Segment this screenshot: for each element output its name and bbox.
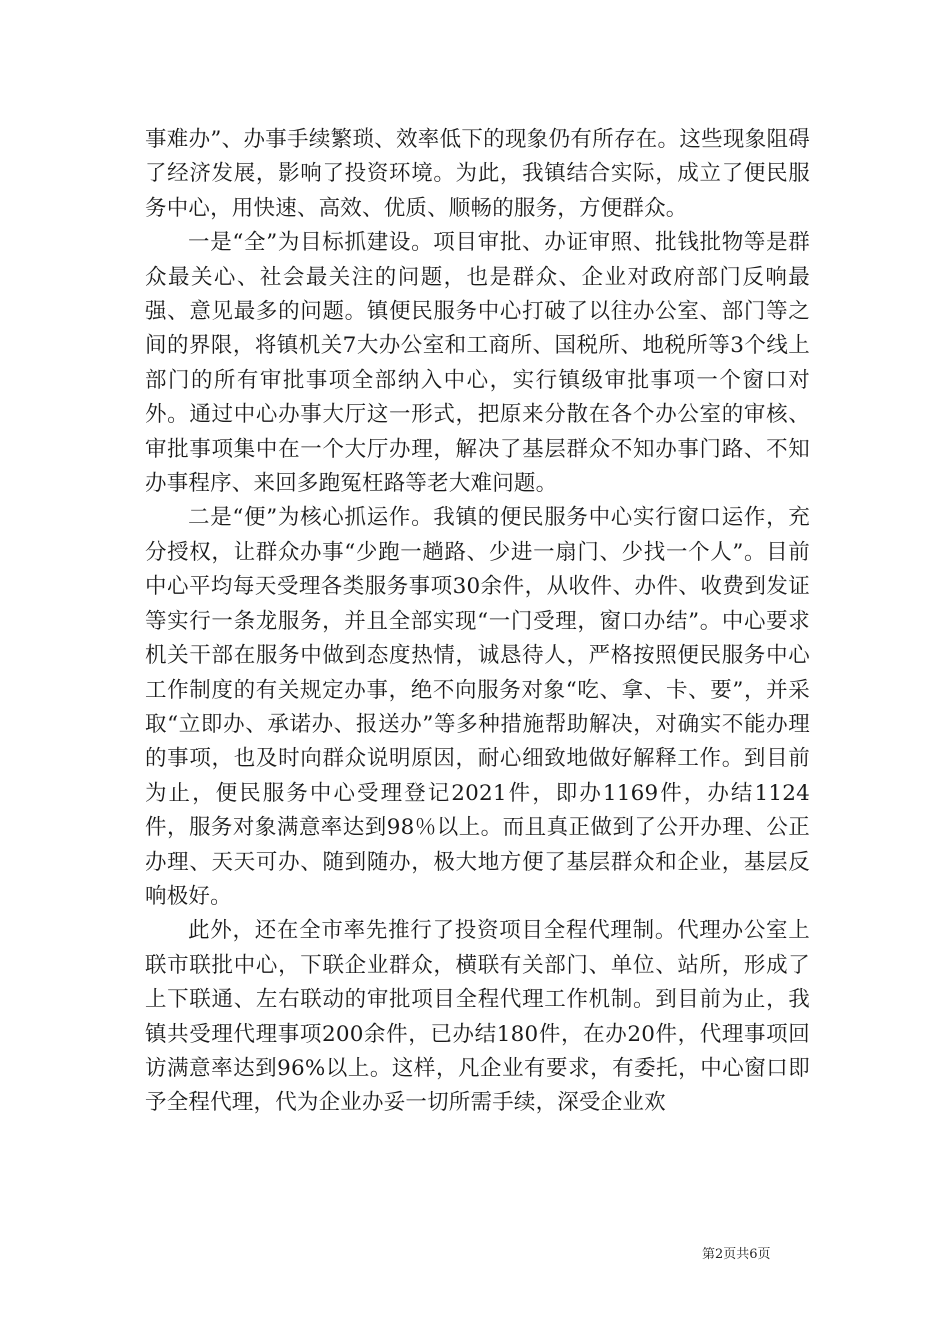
paragraph-3: 二是“便”为核心抓运作。我镇的便民服务中心实行窗口运作，充分授权，让群众办事“少跑一趟路、少进一扇门、少找一个人”。目前中心平均每天受理各类服务事项30余件，从收件、办件、收费到发证等实行一条龙服务，并且全部实现“一门受理，窗口办结”。中心要求机关干部在服务中做到态度热情，诚恳待人，严格按照便民服务中心工作制度的有关规定办事，绝不向服务对象“吃、拿、卡、要”，并采取“立即办、承诺办、报送办”等多种措施帮助解决，对确实不能办理的事项，也及时向群众说明原因，耐心细致地做好解释工作。到目前为止，便民服务中心受理登记2021件，即办1169件，办结1124件，服务对象满意率达到98％以上。而且真正做到了公开办理、公正办理、天天可办、随到随办，极大地方便了基层群众和企业，基层反响极好。 — [145, 505, 810, 909]
paragraph-1: 事难办”、办事手续繁琐、效率低下的现象仍有所存在。这些现象阻碍了经济发展，影响了投资环境。为此，我镇结合实际，成立了便民服务中心，用快速、高效、优质、顺畅的服务，方便群众。 — [145, 127, 810, 221]
paragraph-2: 一是“全”为目标抓建设。项目审批、办证审照、批钱批物等是群众最关心、社会最关注的问题，也是群众、企业对政府部门反响最强、意见最多的问题。镇便民服务中心打破了以往办公室、部门等之间的界限，将镇机关7大办公室和工商所、国税所、地税所等3个线上部门的所有审批事项全部纳入中心，实行镇级审批事项一个窗口对外。通过中心办事大厅这一形式，把原来分散在各个办公室的审核、审批事项集中在一个大厅办理，解决了基层群众不知办事门路、不知办事程序、来回多跑冤枉路等老大难问题。 — [145, 230, 810, 497]
paragraph-4: 此外，还在全市率先推行了投资项目全程代理制。代理办公室上联市联批中心，下联企业群众，横联有关部门、单位、站所，形成了上下联通、左右联动的审批项目全程代理工作机制。到目前为止，我镇共受理代理事项200余件，已办结180件，在办20件，代理事项回访满意率达到96%以上。这样，凡企业有要求，有委托，中心窗口即予全程代理，代为企业办妥一切所需手续，深受企业欢 — [145, 918, 810, 1116]
page-number-footer: 第2页共6页 — [702, 1247, 771, 1262]
document-body — [145, 123, 810, 1121]
